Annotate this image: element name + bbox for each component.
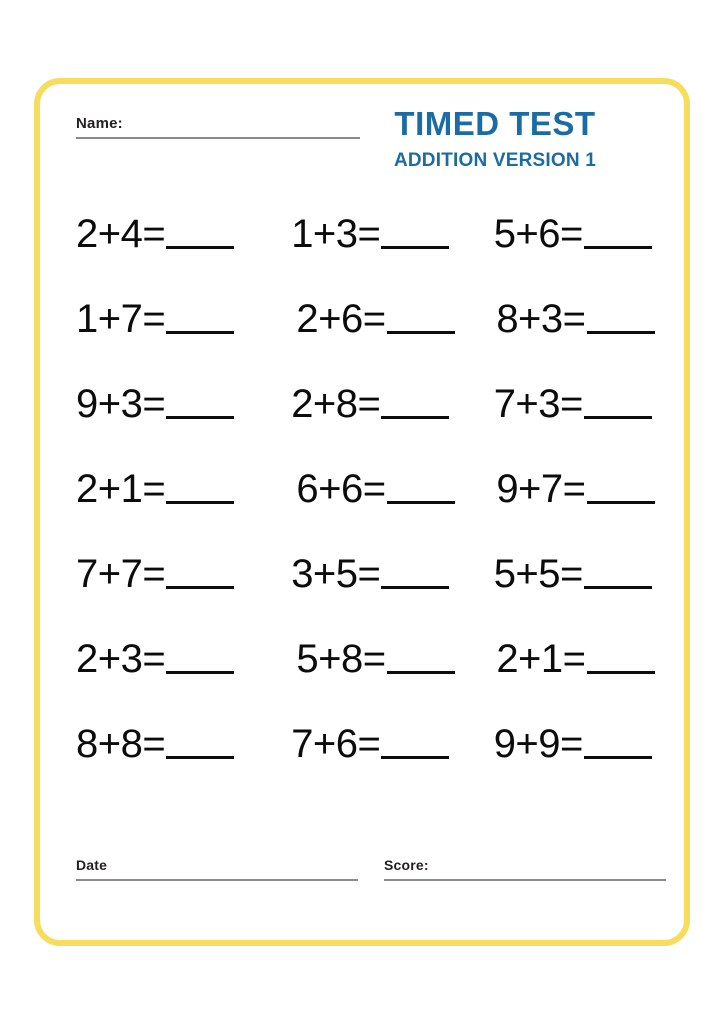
problem-expression: 2+3= [76, 637, 166, 681]
answer-blank[interactable] [584, 586, 652, 589]
problem-cell [40, 724, 277, 764]
name-write-line[interactable] [76, 137, 360, 139]
problem-expression: 9+7= [496, 467, 586, 511]
problem-expression: 1+7= [76, 297, 166, 341]
problem-expression: 3+5= [291, 552, 381, 596]
answer-blank[interactable] [166, 586, 234, 589]
problem-cell [277, 724, 480, 764]
worksheet-footer [40, 858, 684, 914]
problem-expression: 8+3= [496, 297, 586, 341]
problem-cell [480, 214, 684, 254]
answer-blank[interactable] [584, 416, 652, 419]
name-field[interactable] [76, 116, 360, 139]
problem-expression: 2+1= [76, 467, 166, 511]
answer-blank[interactable] [166, 416, 234, 419]
problem-row [40, 384, 684, 469]
page-title: TIMED TEST [394, 105, 596, 142]
problem-cell [274, 639, 482, 679]
problem-expression: 1+3= [291, 212, 381, 256]
problem-row [40, 639, 684, 724]
answer-blank[interactable] [166, 246, 234, 249]
problem-cell [277, 214, 480, 254]
answer-blank[interactable] [587, 671, 655, 674]
title-block [330, 106, 660, 172]
problem-expression: 9+9= [493, 722, 583, 766]
answer-blank[interactable] [387, 331, 455, 334]
answer-blank[interactable] [387, 671, 455, 674]
problem-cell [40, 214, 277, 254]
name-label: Name: [76, 115, 123, 132]
answer-blank[interactable] [166, 671, 234, 674]
date-write-line[interactable] [76, 879, 358, 881]
problem-expression: 2+8= [291, 382, 381, 426]
worksheet-card [34, 78, 690, 946]
problem-cell [40, 384, 277, 424]
score-write-line[interactable] [384, 879, 666, 881]
problem-expression: 2+6= [296, 297, 386, 341]
answer-blank[interactable] [166, 756, 234, 759]
problem-expression: 6+6= [296, 467, 386, 511]
problem-cell [274, 469, 482, 509]
problem-expression: 8+8= [76, 722, 166, 766]
problem-cell [482, 299, 684, 339]
problem-row [40, 214, 684, 299]
answer-blank[interactable] [584, 756, 652, 759]
problem-expression: 7+7= [76, 552, 166, 596]
problem-expression: 7+3= [493, 382, 583, 426]
answer-blank[interactable] [587, 501, 655, 504]
problem-expression: 5+6= [493, 212, 583, 256]
problem-cell [40, 639, 274, 679]
problem-expression: 5+8= [296, 637, 386, 681]
problem-cell [482, 469, 684, 509]
problem-expression: 9+3= [76, 382, 166, 426]
problem-cell [40, 469, 274, 509]
problem-cell [480, 554, 684, 594]
answer-blank[interactable] [381, 586, 449, 589]
problem-expression: 5+5= [493, 552, 583, 596]
date-field[interactable] [76, 858, 358, 881]
problem-cell [480, 384, 684, 424]
problem-cell [40, 554, 277, 594]
date-label: Date [76, 857, 108, 873]
score-field[interactable] [384, 858, 666, 881]
answer-blank[interactable] [381, 416, 449, 419]
problem-cell [277, 554, 480, 594]
problem-expression: 7+6= [291, 722, 381, 766]
answer-blank[interactable] [381, 756, 449, 759]
problem-grid [40, 214, 684, 830]
problem-cell [277, 384, 480, 424]
problem-cell [40, 299, 274, 339]
problem-expression: 2+4= [76, 212, 166, 256]
score-label: Score: [384, 857, 429, 873]
answer-blank[interactable] [587, 331, 655, 334]
answer-blank[interactable] [381, 246, 449, 249]
problem-row [40, 554, 684, 639]
page-subtitle: ADDITION VERSION 1 [393, 150, 597, 172]
answer-blank[interactable] [387, 501, 455, 504]
problem-row [40, 469, 684, 554]
problem-cell [482, 639, 684, 679]
problem-row [40, 299, 684, 384]
worksheet-header [40, 84, 684, 214]
answer-blank[interactable] [584, 246, 652, 249]
problem-row [40, 724, 684, 809]
answer-blank[interactable] [166, 331, 234, 334]
problem-cell [274, 299, 482, 339]
answer-blank[interactable] [166, 501, 234, 504]
problem-cell [480, 724, 684, 764]
problem-expression: 2+1= [496, 637, 586, 681]
